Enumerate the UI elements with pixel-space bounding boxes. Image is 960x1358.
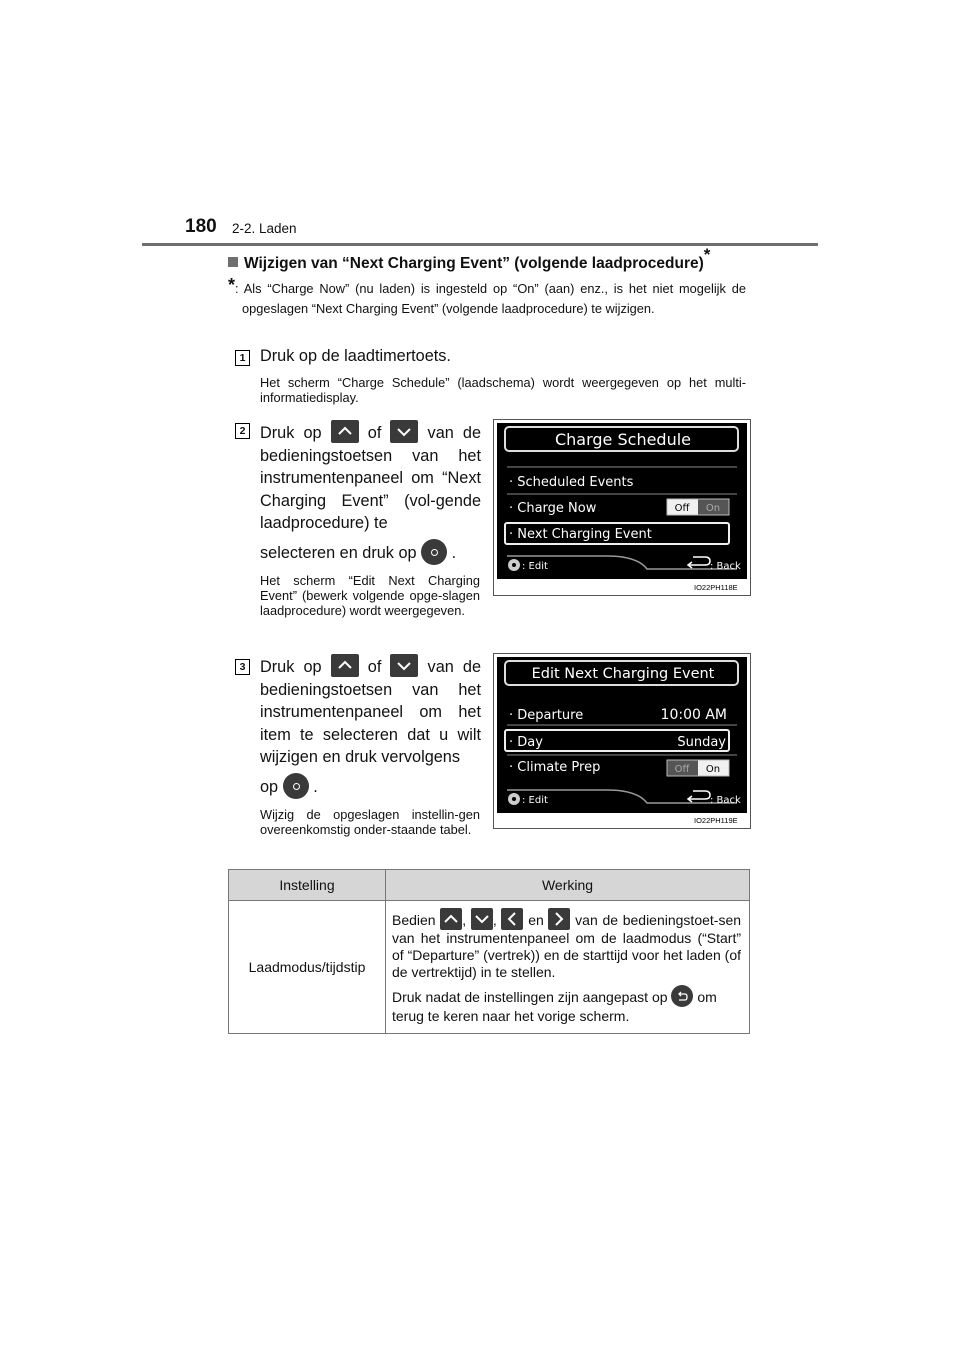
screen1-title: Charge Schedule [554,430,692,449]
screen2-title: Edit Next Charging Event [531,666,715,682]
table-text-en: en [528,912,544,928]
footnote [228,275,746,319]
table-comma-1: , [462,912,467,928]
back-button-icon [671,985,693,1007]
table-cell-setting: Laadmodus/tijdstip [229,901,386,1034]
header-rule [142,243,818,246]
step-number-3: 3 [235,659,250,675]
screen2-climate-label: · Climate Prep [509,760,601,775]
edit-next-charging-event-screen [493,653,751,829]
section-label: 2-2. Laden [232,221,297,236]
table-comma-2: , [492,912,497,928]
screen2-edit-label: : Edit [522,795,548,806]
step-3-text-e: . [313,777,318,796]
step-3-text-c: van de bedieningstoetsen van het instrumentenpaneel om het item te selecteren dat u wilt wijzigen en druk vervolgens [260,658,481,767]
step-number-1: 1 [235,350,250,366]
table-text-p2b: om terug te keren naar het vorige scherm. [392,989,717,1024]
screen2-toggle-off: Off [674,764,690,775]
step-2-text-d: selecteren en druk op [260,543,417,562]
screen1-image-code: IO22PH118E [694,583,738,592]
step-number-2: 2 [235,423,250,439]
step-3-text-a: Druk op [260,658,322,676]
edit-event-display [497,657,747,813]
section-heading [228,244,711,273]
screen1-back-label: : Back [710,561,741,572]
page-number: 180 [185,216,217,237]
screen2-day-value: Sunday [677,735,726,750]
screen1-edit-label: : Edit [522,561,548,572]
up-button-icon [440,908,462,930]
enter-button-icon [421,539,447,565]
right-button-icon [548,908,570,930]
table-header-setting: Instelling [229,870,386,901]
step-1-text: Druk op de laadtimertoets. [260,347,451,365]
step-1-detail: Het scherm “Charge Schedule” (laadschema) wordt weergegeven op het multi-informatiedisplay. [260,375,746,405]
step-3-text [260,654,481,799]
table-text-p1: van de bedieningstoet-sen van het instrumentenpaneel om de laadmodus (“Start” of “Departure” (vertrek)) en de starttijd voor het laden (of de vertrektijd) in te stellen. [392,912,742,980]
charge-schedule-display [497,423,747,579]
up-button-icon [331,654,359,677]
step-2-detail: Het scherm “Edit Next Charging Event” (bewerk volgende opge-slagen laadprocedure) wordt weergegeven. [260,573,480,618]
screen2-toggle-on: On [705,764,721,775]
footnote-star: * [228,275,236,295]
heading-text: Wijzigen van “Next Charging Event” (volgende laadprocedure) [244,255,704,272]
screen1-item-3: · Next Charging Event [509,527,652,542]
step-3-detail: Wijzig de opgeslagen instellin-gen overeenkomstig onder-staande tabel. [260,807,480,837]
screen2-day-label: · Day [509,735,543,750]
step-3-text-b: of [367,658,382,676]
down-button-icon [390,654,418,677]
screen2-departure-label: · Departure [509,708,584,723]
enter-button-icon [283,773,309,799]
step-2-text-c: van de bedieningstoetsen van het instrumentenpaneel om “Next Charging Event” (vol-gende laadprocedure) te [260,424,481,533]
footnote-marker: * [703,244,711,264]
table-header-operation: Werking [386,870,750,901]
up-button-icon [331,420,359,443]
footnote-text: : Als “Charge Now” (nu laden) is ingesteld op “On” (aan) enz., is het niet mogelijk de opgeslagen “Next Charging Event” (volgende laadprocedure) te wijzigen. [235,281,746,316]
down-button-icon [390,420,418,443]
settings-table [228,869,750,1034]
table-cell-operation [386,901,750,1034]
step-3-text-d: op [260,777,279,796]
step-2-text [260,420,481,565]
left-button-icon [501,908,523,930]
screen1-item-2: · Charge Now [509,501,597,516]
screen2-image-code: IO22PH119E [694,816,738,825]
step-2-text-a: Druk op [260,424,322,442]
step-2-text-e: . [451,543,457,562]
step-2-text-b: of [367,424,382,442]
screen1-item-1: · Scheduled Events [509,475,634,490]
table-text-bedien: Bedien [392,912,436,928]
screen2-departure-value: 10:00 AM [660,707,727,723]
table-text-p2a: Druk nadat de instellingen zijn aangepast op [392,989,668,1005]
square-bullet-icon [228,257,238,267]
screen1-toggle-off: Off [674,503,690,514]
charge-schedule-screen [493,419,751,596]
screen2-back-label: : Back [710,795,741,806]
down-button-icon [471,908,493,930]
screen1-toggle-on: On [705,503,721,514]
